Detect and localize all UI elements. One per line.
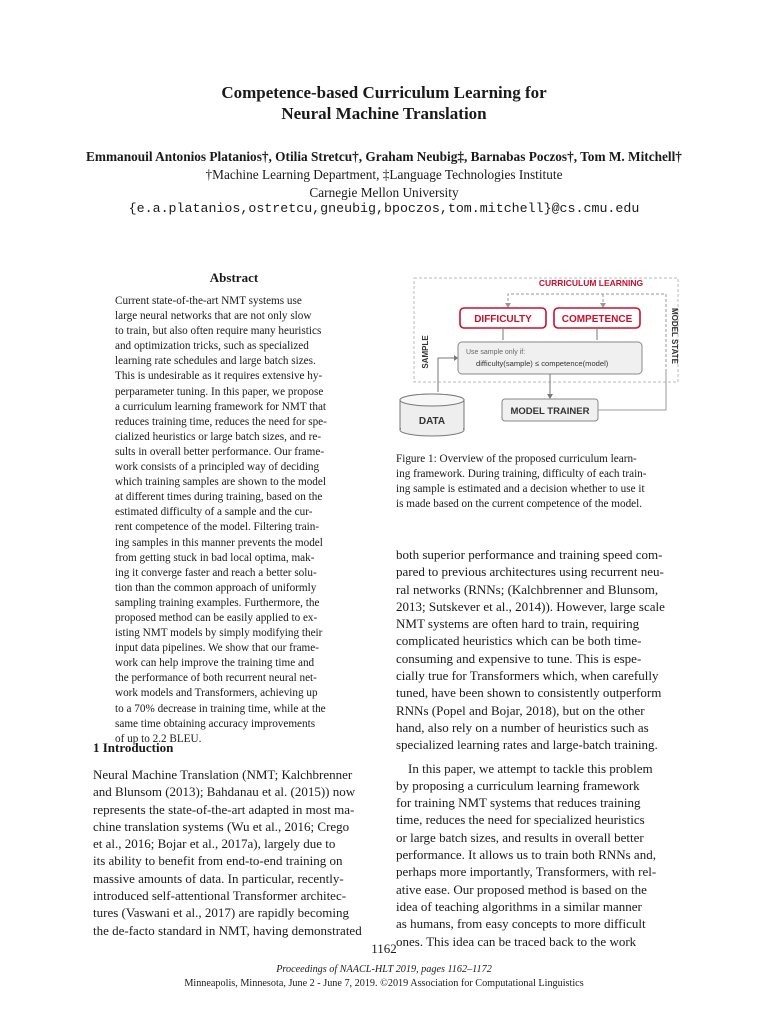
abstract-line: proposed method can be easily applied to ex- [115, 611, 318, 624]
abstract-line: learning rate schedules and large batch sizes. [115, 355, 316, 368]
affiliation-university: Carnegie Mellon University [309, 185, 459, 200]
abstract-line: estimated difficulty of a sample and the cur- [115, 506, 313, 519]
abstract-line: and optimization tricks, such as specialized [115, 340, 309, 353]
introduction-line: its ability to benefit from end-to-end training on [93, 853, 343, 869]
right-paragraph-2-line: as humans, from easy concepts to more difficult [396, 916, 646, 932]
abstract-line: at different times during training, based on the [115, 491, 323, 504]
abstract-line: the performance of both recurrent neural net- [115, 672, 317, 685]
right-paragraph-2-line: for training NMT systems that reduces training [396, 795, 641, 811]
right-paragraph-2-line: idea of teaching algorithms in a similar manner [396, 898, 642, 914]
right-paragraph-2 [396, 760, 680, 950]
author-emails: {e.a.platanios,ostretcu,gneubig,bpoczos,tom.mitchell}@cs.cmu.edu [128, 201, 640, 216]
abstract-line: to a 70% decrease in training time, while at the [115, 702, 326, 715]
affiliation-departments: †Machine Learning Department, ‡Language Technologies Institute [205, 167, 563, 182]
sample-label: SAMPLE [421, 335, 430, 369]
right-paragraph-1-line: NMT systems are often hard to train, requiring [396, 616, 640, 632]
introduction-line: chine translation systems (Wu et al., 2016; Crego [93, 818, 350, 834]
selection-rule-box [458, 342, 642, 374]
abstract-line: to train, but also often require many heuristics [115, 325, 322, 338]
sample-arrow [438, 358, 456, 392]
caption-line: ing framework. During training, difficulty of each train- [396, 468, 647, 481]
abstract-line: input data pipelines. We show that our frame- [115, 642, 319, 655]
abstract-line: of up to 2.2 BLEU. [115, 732, 202, 745]
right-paragraph-1-line: ral networks (RNNs; (Kalchbrenner and Blunsom, [396, 581, 659, 597]
proceedings-footer: Proceedings of NAACL-HLT 2019, pages 1162–1172 [276, 964, 492, 975]
figure-1-caption [396, 452, 680, 512]
right-paragraph-1-line: consuming and expensive to tune. This is espe- [396, 650, 642, 666]
right-paragraph-1-line: tuned, have been shown to consistently outperform [396, 685, 662, 701]
abstract-line: ing it converge faster and reach a better solu- [115, 566, 317, 579]
abstract-line: from getting stuck in bad local optima, mak- [115, 551, 315, 564]
page-number: 1162 [371, 941, 397, 956]
abstract-line: This is undesirable as it requires extensive hy- [115, 370, 323, 383]
right-paragraph-2-line: In this paper, we attempt to tackle this problem [408, 760, 653, 776]
abstract-line: perparameter tuning. In this paper, we propose [115, 385, 324, 398]
curriculum-learning-label: CURRICULUM LEARNING [538, 278, 644, 288]
selection-rule-line-2: difficulty(sample) ≤ competence(model) [476, 359, 609, 368]
right-paragraph-1-line: RNNs (Popel and Bojar, 2018), but on the other [396, 702, 645, 718]
abstract-line: which training samples are shown to the model [115, 476, 326, 489]
right-column-body [396, 546, 680, 950]
introduction-line: and Blunsom (2013); Bahdanau et al. (2015)) now [93, 784, 356, 800]
right-paragraph-2-line: time, reduces the need for specialized heuristics [396, 812, 645, 828]
right-paragraph-1 [396, 546, 680, 754]
right-paragraph-1-line: cially true for Transformers which, when carefully [396, 668, 659, 684]
abstract-line: sampling training examples. Furthermore, the [115, 596, 320, 609]
abstract-line: tion than the common approach of uniformly [115, 581, 317, 594]
figure-1-diagram [396, 272, 682, 442]
abstract-heading: Abstract [209, 270, 259, 285]
data-label: DATA [418, 416, 446, 427]
caption-line: ing sample is estimated and a decision whether to use it [396, 483, 645, 496]
right-paragraph-1-line: both superior performance and training speed com- [396, 547, 663, 562]
abstract-body [115, 294, 353, 747]
caption-line: Figure 1: Overview of the proposed curriculum learn- [396, 453, 637, 465]
abstract-line: rent competence of the model. Filtering train- [115, 521, 320, 534]
right-paragraph-1-line: specialized learning rates and large-batch training. [396, 737, 658, 753]
difficulty-label: DIFFICULTY [474, 314, 532, 325]
right-paragraph-2-line: by proposing a curriculum learning framework [396, 777, 640, 793]
right-paragraph-2-line: ones. This idea can be traced back to the work [396, 933, 637, 949]
introduction-body [93, 766, 377, 939]
right-paragraph-2-line: perhaps more importantly, Transformers, with rel- [396, 864, 657, 880]
introduction-line: the de-facto standard in NMT, having demonstrated [93, 922, 362, 938]
sample-arrowhead [454, 355, 458, 361]
right-paragraph-2-line: performance. It allows us to train both RNNs and, [396, 847, 656, 863]
data-cylinder [400, 394, 464, 436]
abstract-line: large neural networks that are not only slow [115, 310, 312, 323]
right-paragraph-1-line: hand, also rely on a number of heuristics such as [396, 719, 649, 735]
abstract-line: sults in overall better performance. Our frame- [115, 445, 325, 458]
model-state-label: MODEL STATE [670, 308, 679, 364]
rule-to-trainer-arrowhead [547, 394, 553, 399]
right-paragraph-2-line: ative ease. Our proposed method is based on the [396, 881, 647, 897]
selection-rule-line-1: Use sample only if: [466, 349, 526, 356]
title-line-2: Neural Machine Translation [281, 104, 487, 123]
right-paragraph-1-line: complicated heuristics which can be both time- [396, 633, 642, 649]
abstract-line: Current state-of-the-art NMT systems use [115, 295, 302, 307]
trainer-to-state-line [598, 372, 666, 410]
title-line-1: Competence-based Curriculum Learning for [221, 83, 547, 102]
abstract-line: cialized heuristics or large batch sizes, and re- [115, 430, 322, 443]
location-footer: Minneapolis, Minnesota, June 2 - June 7, 2019. ©2019 Association for Computational Linguistics [184, 978, 584, 989]
caption-line: is made based on the current competence of the model. [396, 498, 643, 511]
abstract-line: work can help improve the training time and [115, 657, 315, 670]
abstract-line: work consists of a principled way of deciding [115, 461, 320, 474]
introduction-heading: 1 Introduction [93, 740, 174, 755]
right-paragraph-1-line: 2013; Sutskever et al., 2014)). However, large scale [396, 598, 665, 614]
abstract-line: reduces training time, reduces the need for spe- [115, 415, 327, 428]
introduction-line: massive amounts of data. In particular, recently- [93, 870, 344, 886]
introduction-line: tures (Vaswani et al., 2017) are rapidly becoming [93, 905, 349, 921]
abstract-line: isting NMT models by simply modifying their [115, 627, 323, 640]
abstract-line: work models and Transformers, achieving up [115, 687, 318, 700]
abstract-line: same time obtaining accuracy improvements [115, 717, 316, 730]
introduction-line: represents the state-of-the-art adapted in most ma- [93, 801, 355, 817]
affiliation-block [0, 166, 768, 202]
model-trainer-label: MODEL TRAINER [510, 406, 590, 417]
introduction-line: Neural Machine Translation (NMT; Kalchbrenner [93, 767, 353, 782]
paper-title [0, 82, 768, 124]
abstract-line: a curriculum learning framework for NMT that [115, 400, 327, 413]
abstract-line: ing samples in this manner prevents the model [115, 536, 323, 549]
competence-label: COMPETENCE [561, 314, 633, 325]
introduction-line: et al., 2016; Bojar et al., 2017a), largely due to [93, 836, 336, 852]
right-paragraph-2-line: or large batch sizes, and results in overall better [396, 829, 644, 845]
introduction-line: introduced self-attentional Transformer architec- [93, 888, 347, 904]
author-list: Emmanouil Antonios Platanios†, Otilia Stretcu†, Graham Neubig‡, Barnabas Poczos†, Tom M. Mitchell† [86, 149, 682, 164]
right-paragraph-1-line: pared to previous architectures using recurrent neu- [396, 564, 664, 580]
